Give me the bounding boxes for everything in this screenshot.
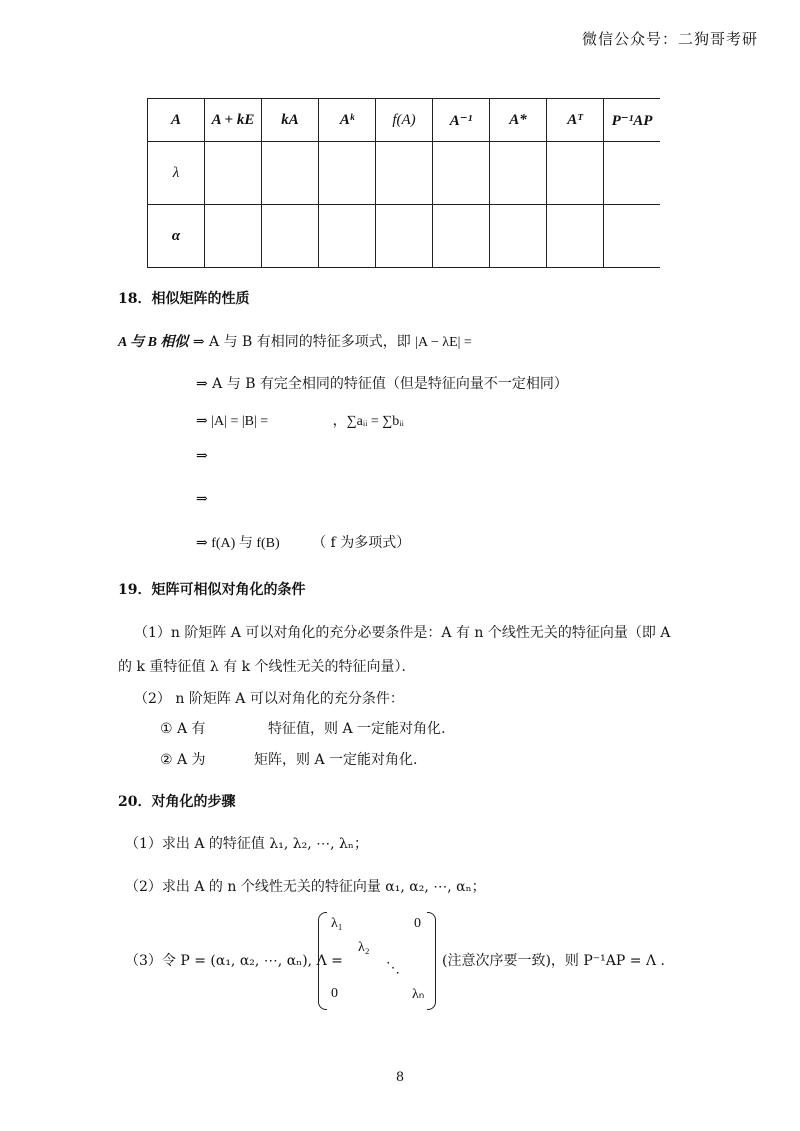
s19-para-2: （2） n 阶矩阵 A 可以对角化的充分条件：	[134, 691, 404, 707]
table-cell	[547, 142, 604, 205]
page-number: 8	[395, 1070, 405, 1085]
s19-cond-1-lead: ① A 有	[160, 721, 206, 737]
matrix-entry: λₙ	[412, 987, 425, 1002]
matrix-entry: λ₁	[331, 916, 343, 931]
s20-step-3-lead: （3）令 P = (α₁, α₂, ⋯, αₙ), Λ =	[125, 953, 343, 969]
table-cell	[262, 205, 319, 268]
table-row	[148, 142, 661, 205]
s20-step-1: （1）求出 A 的特征值 λ₁, λ₂, ⋯, λₙ；	[125, 836, 368, 852]
s19-cond-2-lead: ② A 为	[160, 752, 206, 768]
table-cell	[547, 205, 604, 268]
s19-para-1a: （1）n 阶矩阵 A 可以对角化的充分必要条件是：A 有 n 个线性无关的特征向量（即 A	[134, 625, 671, 641]
table-cell	[604, 142, 661, 205]
table-cell	[376, 142, 433, 205]
matrix-left-bracket	[318, 912, 327, 1010]
s18-line-2: ⇒ A 与 B 有完全相同的特征值（但是特征向量不一定相同）	[196, 376, 568, 392]
section-19-title: 19．矩阵可相似对角化的条件	[118, 582, 306, 598]
s18-line-1-lead: A 与 B 相似	[118, 335, 189, 350]
matrix-entry: 0	[414, 916, 421, 931]
table-cell	[262, 142, 319, 205]
table-row	[148, 205, 661, 268]
table-header-cell: A*	[490, 99, 547, 142]
table-cell	[319, 205, 376, 268]
table-cell	[490, 142, 547, 205]
table-header-cell: Aᵀ	[547, 99, 604, 142]
s19-cond-1-tail: 特征值，则 A 一定能对角化.	[268, 721, 446, 737]
section-20-title: 20．对角化的步骤	[118, 794, 236, 810]
matrix-entry: ⋱	[386, 961, 400, 976]
table-header-cell: A + kE	[205, 99, 262, 142]
table-header-cell: Aᵏ	[319, 99, 376, 142]
s20-step-2: （2）求出 A 的 n 个线性无关的特征向量 α₁, α₂, ⋯, αₙ；	[125, 879, 486, 895]
eigen-table	[147, 98, 660, 268]
table-header-cell: P⁻¹AP	[604, 99, 661, 142]
table-row-label: λ	[148, 142, 205, 205]
s18-line-1	[118, 331, 472, 351]
table-cell	[433, 205, 490, 268]
s18-line-1-mid: ⇒ A 与 B 有相同的特征多项式，即	[188, 334, 411, 350]
section-18-title: 18．相似矩阵的性质	[118, 291, 250, 307]
diagonal-matrix	[318, 912, 436, 1008]
s18-line-3-det: ⇒ |A| = |B| =	[196, 414, 269, 429]
table-cell	[205, 142, 262, 205]
s18-line-3	[196, 410, 404, 430]
table-cell	[205, 205, 262, 268]
s19-cond-1	[160, 718, 445, 738]
table-cell	[604, 205, 661, 268]
table-header-cell: kA	[262, 99, 319, 142]
s18-line-5: ⇒	[196, 491, 208, 507]
matrix-entry: 0	[331, 986, 338, 1001]
table-cell	[319, 142, 376, 205]
s19-cond-2-tail: 矩阵，则 A 一定能对角化.	[254, 752, 418, 768]
table-cell	[376, 205, 433, 268]
s18-line-3-trace: ，∑aᵢᵢ = ∑bᵢᵢ	[332, 414, 404, 429]
s19-para-1b: 的 k 重特征值 λ 有 k 个线性无关的特征向量）．	[118, 659, 416, 675]
table-cell	[490, 205, 547, 268]
table-header-cell: f(A)	[376, 99, 433, 142]
s18-line-6-poly: ⇒ f(A) 与 f(B)	[196, 536, 280, 551]
table-cell	[433, 142, 490, 205]
s19-cond-2	[160, 749, 417, 769]
table-header-cell: A	[148, 99, 205, 142]
s18-line-1-expr: |A − λE| =	[415, 335, 472, 350]
s18-line-6	[196, 532, 410, 552]
table-header-cell: A⁻¹	[433, 99, 490, 142]
table-row-label: α	[148, 205, 205, 268]
table-header-row	[148, 99, 661, 142]
matrix-entry: λ₂	[358, 940, 370, 955]
s18-line-6-note: （ f 为多项式）	[312, 535, 411, 551]
header-account: 微信公众号：二狗哥考研	[581, 30, 758, 48]
s20-step-3-tail: (注意次序要一致)，则 P⁻¹AP = Λ .	[442, 953, 665, 969]
matrix-right-bracket	[427, 912, 436, 1010]
s18-line-4: ⇒	[196, 448, 208, 464]
